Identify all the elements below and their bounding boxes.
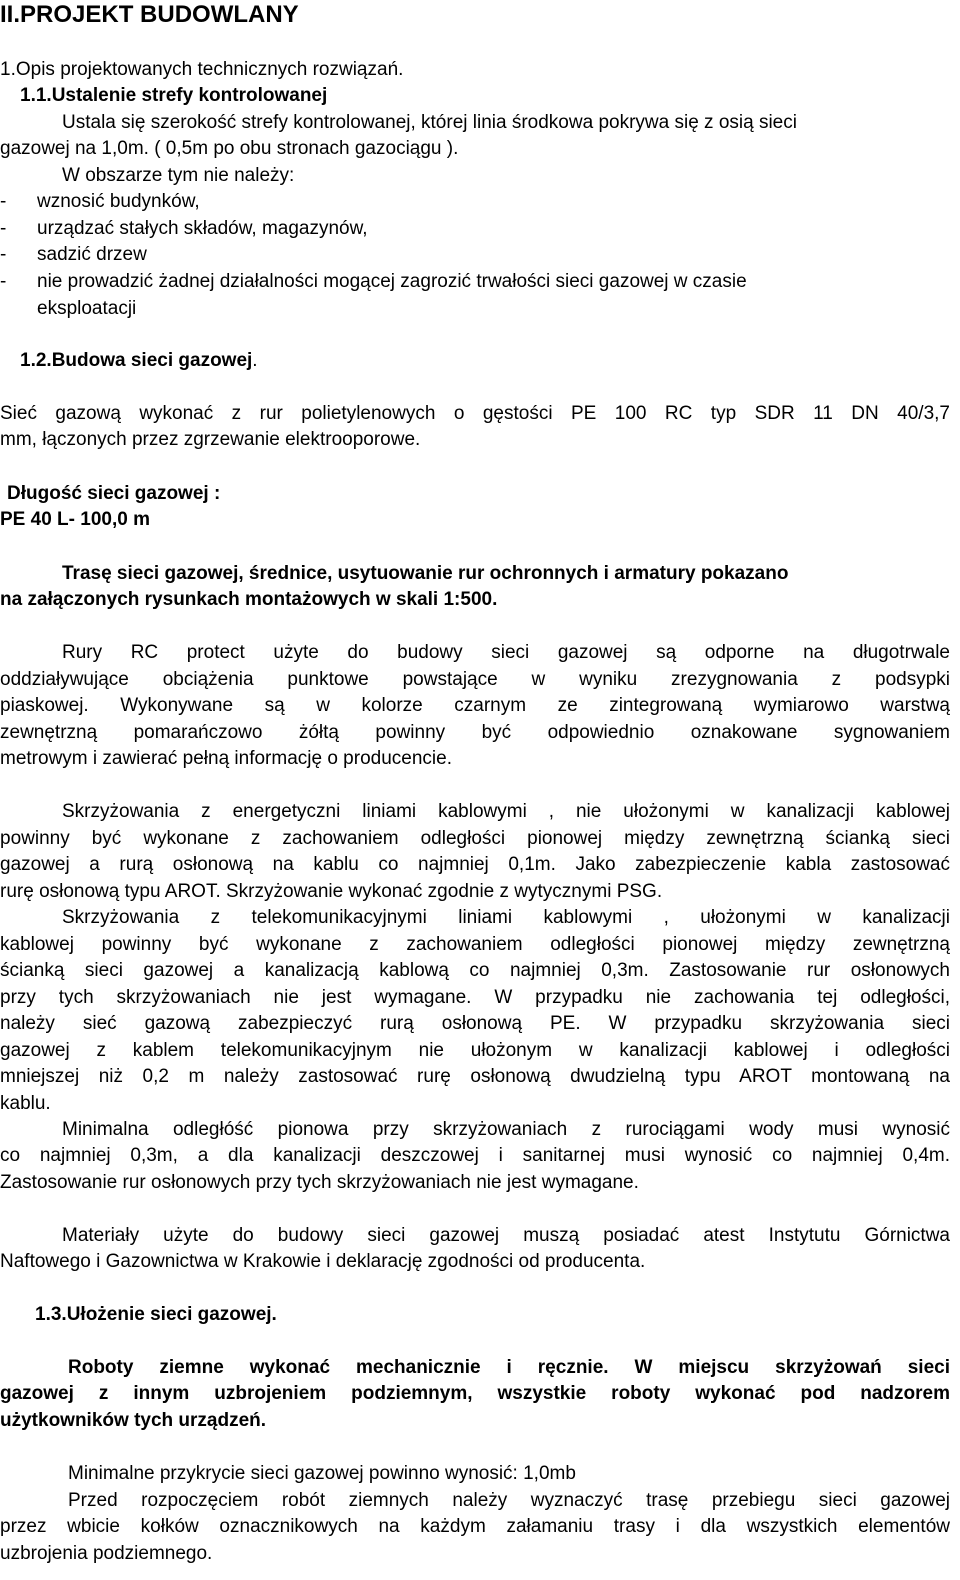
earthworks-line: gazowej z innym uzbrojeniem podziemnym, wszystkie roboty wykonać pod nadzorem bbox=[0, 1383, 950, 1404]
water-crossing-line: Minimalna odległóść pionowa przy skrzyżowaniach z rurociągami wody musi wynosić bbox=[62, 1119, 950, 1140]
telecom-crossing-line: gazowej z kablem telekomunikacyjnym nie ułożonym w kanalizacji kablowej i odległości bbox=[0, 1040, 950, 1061]
section-1-2-heading-text: 1.2.Budowa sieci gazowej bbox=[20, 350, 253, 371]
minimum-cover-line: Minimalne przykrycie sieci gazowej powinno wynosić: 1,0mb bbox=[68, 1463, 576, 1484]
s11-prohibitions-intro: W obszarze tym nie należy: bbox=[62, 165, 295, 186]
rc-paragraph-line: piaskowej. Wykonywane są w kolorze czarnym ze zintegrowaną wymiarowo warstwą bbox=[0, 695, 950, 716]
bullet-dash: - bbox=[0, 218, 7, 239]
telecom-crossing-line: kablu. bbox=[0, 1093, 51, 1114]
rc-paragraph-line: zewnętrzną pomarańczowo żółtą powinny być odpowiednio oznakowane sygnowaniem bbox=[0, 722, 950, 743]
telecom-crossing-line: kablowej powinny być wykonane z zachowaniem odległości pionowej między zewnętrzną bbox=[0, 934, 950, 955]
water-crossing-line: Zastosowanie rur osłonowych przy tych skrzyżowaniach nie jest wymagane. bbox=[0, 1172, 639, 1193]
materials-line: Naftowego i Gazownictwa w Krakowie i deklarację zgodności od producenta. bbox=[0, 1251, 646, 1272]
prohibition-text: wznosić budynków, bbox=[37, 191, 200, 212]
telecom-crossing-line: Skrzyżowania z telekomunikacyjnymi liniami kablowymi , ułożonymi w kanalizacji bbox=[62, 907, 950, 928]
section-1-3-heading: 1.3.Ułożenie sieci gazowej. bbox=[35, 1304, 277, 1325]
bullet-dash: - bbox=[0, 271, 7, 292]
telecom-crossing-line: przy tych skrzyżowaniach nie jest wymagane. W przypadku nie zachowania tej odległości, bbox=[0, 987, 950, 1008]
s12-pipe-spec-line: Sieć gazową wykonać z rur polietylenowych o gęstości PE 100 RC typ SDR 11 DN 40/3,7 bbox=[0, 403, 950, 424]
section-1-2-heading-dot: . bbox=[252, 350, 258, 371]
prohibition-text: urządzać stałych składów, magazynów, bbox=[37, 218, 368, 239]
telecom-crossing-line: należy sieć gazową zabezpieczyć rurą osłonową PE. W przypadku skrzyżowania sieci bbox=[0, 1013, 950, 1034]
energy-crossing-line: rurę osłonową typu AROT. Skrzyżowanie wykonać zgodnie z wytycznymi PSG. bbox=[0, 881, 663, 902]
bullet-dash: - bbox=[0, 191, 7, 212]
prohibition-text-continued: eksploatacji bbox=[37, 298, 137, 319]
s12-pipe-spec-line: mm, łączonych przez zgrzewanie elektrooporowe. bbox=[0, 429, 421, 450]
section-1-heading: 1.Opis projektowanych technicznych rozwiązań. bbox=[0, 59, 404, 80]
route-marking-line: Przed rozpoczęciem robót ziemnych należy wyznaczyć trasę przebiegu sieci gazowej bbox=[68, 1490, 950, 1511]
telecom-crossing-line: ścianką sieci gazowej a kanalizacją kablową co najmniej 0,3m. Zastosowanie rur osłonowych bbox=[0, 960, 950, 981]
route-note-line: na załączonych rysunkach montażowych w skali 1:500. bbox=[0, 589, 498, 610]
length-value: PE 40 L- 100,0 m bbox=[0, 509, 150, 530]
earthworks-line: użytkowników tych urządzeń. bbox=[0, 1410, 267, 1431]
document-title: II.PROJEKT BUDOWLANY bbox=[0, 1, 299, 28]
rc-paragraph-line: oddziaływujące obciążenia punktowe powstające w wyniku zrezygnowania z podsypki bbox=[0, 669, 950, 690]
prohibition-text: sadzić drzew bbox=[37, 244, 147, 265]
energy-crossing-line: gazowej a rurą osłonową na kablu co najmniej 0,1m. Jako zabezpieczenie kabla zastosować bbox=[0, 854, 950, 875]
rc-paragraph-line: Rury RC protect użyte do budowy sieci gazowej są odporne na długotrwale bbox=[62, 642, 950, 663]
energy-crossing-line: Skrzyżowania z energetyczni liniami kablowymi , nie ułożonymi w kanalizacji kablowej bbox=[62, 801, 950, 822]
route-marking-line: przez wbicie kołków oznacznikowych na każdym załamaniu trasy i dla wszystkich elementów bbox=[0, 1516, 950, 1537]
telecom-crossing-line: mniejszej niż 0,2 m należy zastosować rurę osłonową dwudzielną typu AROT montowaną na bbox=[0, 1066, 950, 1087]
length-label: Długość sieci gazowej : bbox=[7, 483, 221, 504]
materials-line: Materiały użyte do budowy sieci gazowej muszą posiadać atest Instytutu Górnictwa bbox=[62, 1225, 950, 1246]
rc-paragraph-line: metrowym i zawierać pełną informację o producencie. bbox=[0, 748, 452, 769]
earthworks-line: Roboty ziemne wykonać mechanicznie i ręcznie. W miejscu skrzyżowań sieci bbox=[68, 1357, 950, 1378]
route-marking-line: uzbrojenia podziemnego. bbox=[0, 1543, 213, 1564]
s11-paragraph-line: Ustala się szerokość strefy kontrolowanej, której linia środkowa pokrywa się z osią sieci bbox=[62, 112, 797, 133]
water-crossing-line: co najmniej 0,3m, a dla kanalizacji deszczowej i sanitarnej musi wynosić co najmniej 0,4m. bbox=[0, 1145, 950, 1166]
section-1-1-heading: 1.1.Ustalenie strefy kontrolowanej bbox=[20, 85, 328, 106]
route-note-line: Trasę sieci gazowej, średnice, usytuowanie rur ochronnych i armatury pokazano bbox=[62, 563, 789, 584]
section-1-2-heading bbox=[20, 348, 258, 374]
prohibition-text: nie prowadzić żadnej działalności mogącej zagrozić trwałości sieci gazowej w czasie bbox=[37, 271, 747, 292]
energy-crossing-line: powinny być wykonane z zachowaniem odległości pionowej między zewnętrzną ścianką sieci bbox=[0, 828, 950, 849]
s11-paragraph-line: gazowej na 1,0m. ( 0,5m po obu stronach gazociągu ). bbox=[0, 138, 459, 159]
bullet-dash: - bbox=[0, 244, 7, 265]
